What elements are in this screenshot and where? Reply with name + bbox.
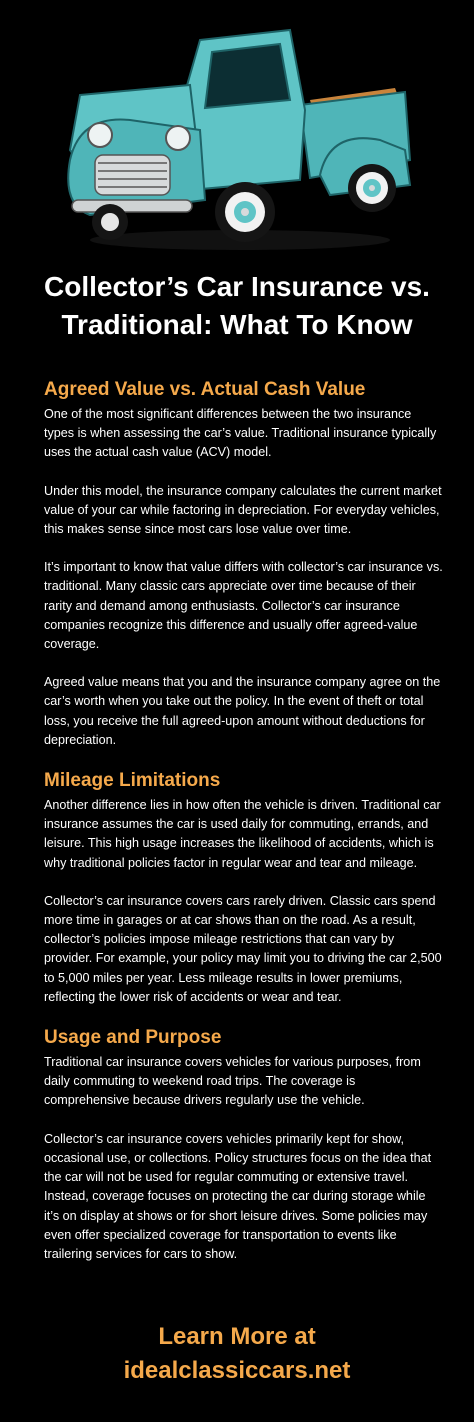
title-line-2: Traditional: What To Know [61, 309, 413, 340]
paragraph: Collector’s car insurance covers cars rarely driven. Classic cars spend more time in garages or at car shows than on the road. As a result, collector’s policies impose mileage restrictions that can vary by provider. For example, your policy may limit you to driving the car 2,500 to 5,000 miles per year. Less mileage results in lower premiums, reflecting the lower risk of accidents or wear and tear. [44, 893, 442, 1004]
cta-website-link[interactable]: idealclassiccars.net [123, 1357, 351, 1384]
cta-line-1: Learn More at [158, 1323, 316, 1350]
paragraph: Under this model, the insurance company calculates the current market value of your car while factoring in depreciation. For everyday vehicles, this makes sense since most cars lose value over time. [44, 483, 442, 537]
hero-illustration [0, 0, 474, 265]
learn-more-cta [0, 1320, 474, 1388]
truck-bumper [72, 200, 192, 212]
paragraph: One of the most significant differences between the two insurance types is when assessing the car’s value. Traditional insurance typically uses the actual cash value (ACV) model. [44, 407, 437, 460]
paragraph: It’s important to know that value differs with collector’s car insurance vs. traditional. Many classic cars appreciate over time because of their rarity and demand among enthusiasts. Collector’s car insurance companies recognize this difference and usually offer agreed-value coverage. [44, 560, 443, 652]
truck-window [205, 44, 290, 108]
title-line-1: Collector’s Car Insurance vs. [44, 271, 430, 302]
section-heading: Usage and Purpose [44, 1027, 222, 1049]
classic-pickup-truck-illustration [0, 0, 474, 265]
article-body [44, 378, 444, 1277]
section-mileage-limitations [44, 769, 444, 1007]
section-usage-and-purpose [44, 1026, 444, 1264]
truck-wheel-rear [348, 164, 396, 212]
truck-wheel-front-left [92, 204, 128, 240]
paragraph: Another difference lies in how often the vehicle is driven. Traditional car insurance assumes the car is used daily for commuting, errands, and leisure. This high usage increases the likelihood of accidents, which is why traditional policies factor in regular wear and tear and mileage. [44, 798, 441, 870]
section-heading: Agreed Value vs. Actual Cash Value [44, 379, 366, 400]
page-title [0, 268, 474, 344]
truck-headlight-left [88, 123, 112, 147]
paragraph: Traditional car insurance covers vehicles for various purposes, from daily commuting to weekend road trips. The coverage is comprehensive because drivers regularly use the vehicle. [44, 1055, 421, 1108]
section-agreed-value [44, 378, 444, 750]
paragraph: Collector’s car insurance covers vehicles primarily kept for show, occasional use, or collections. Policy structures focus on the idea that the car will not be used for regular commuting or extensive travel. Instead, coverage focuses on protecting the car during storage while it’s on display at shows or for short leisure drives. Some policies may even offer specialized coverage for transportation to events like trailering services for cars to show. [44, 1131, 432, 1261]
truck-wheel-front [215, 182, 275, 242]
section-heading: Mileage Limitations [44, 770, 221, 792]
truck-grille [95, 155, 170, 195]
paragraph: Agreed value means that you and the insurance company agree on the car’s worth when you take out the policy. In the event of theft or total loss, you receive the full agreed-upon amount without deductions for depreciation. [44, 675, 441, 747]
truck-headlight-right [166, 126, 190, 150]
